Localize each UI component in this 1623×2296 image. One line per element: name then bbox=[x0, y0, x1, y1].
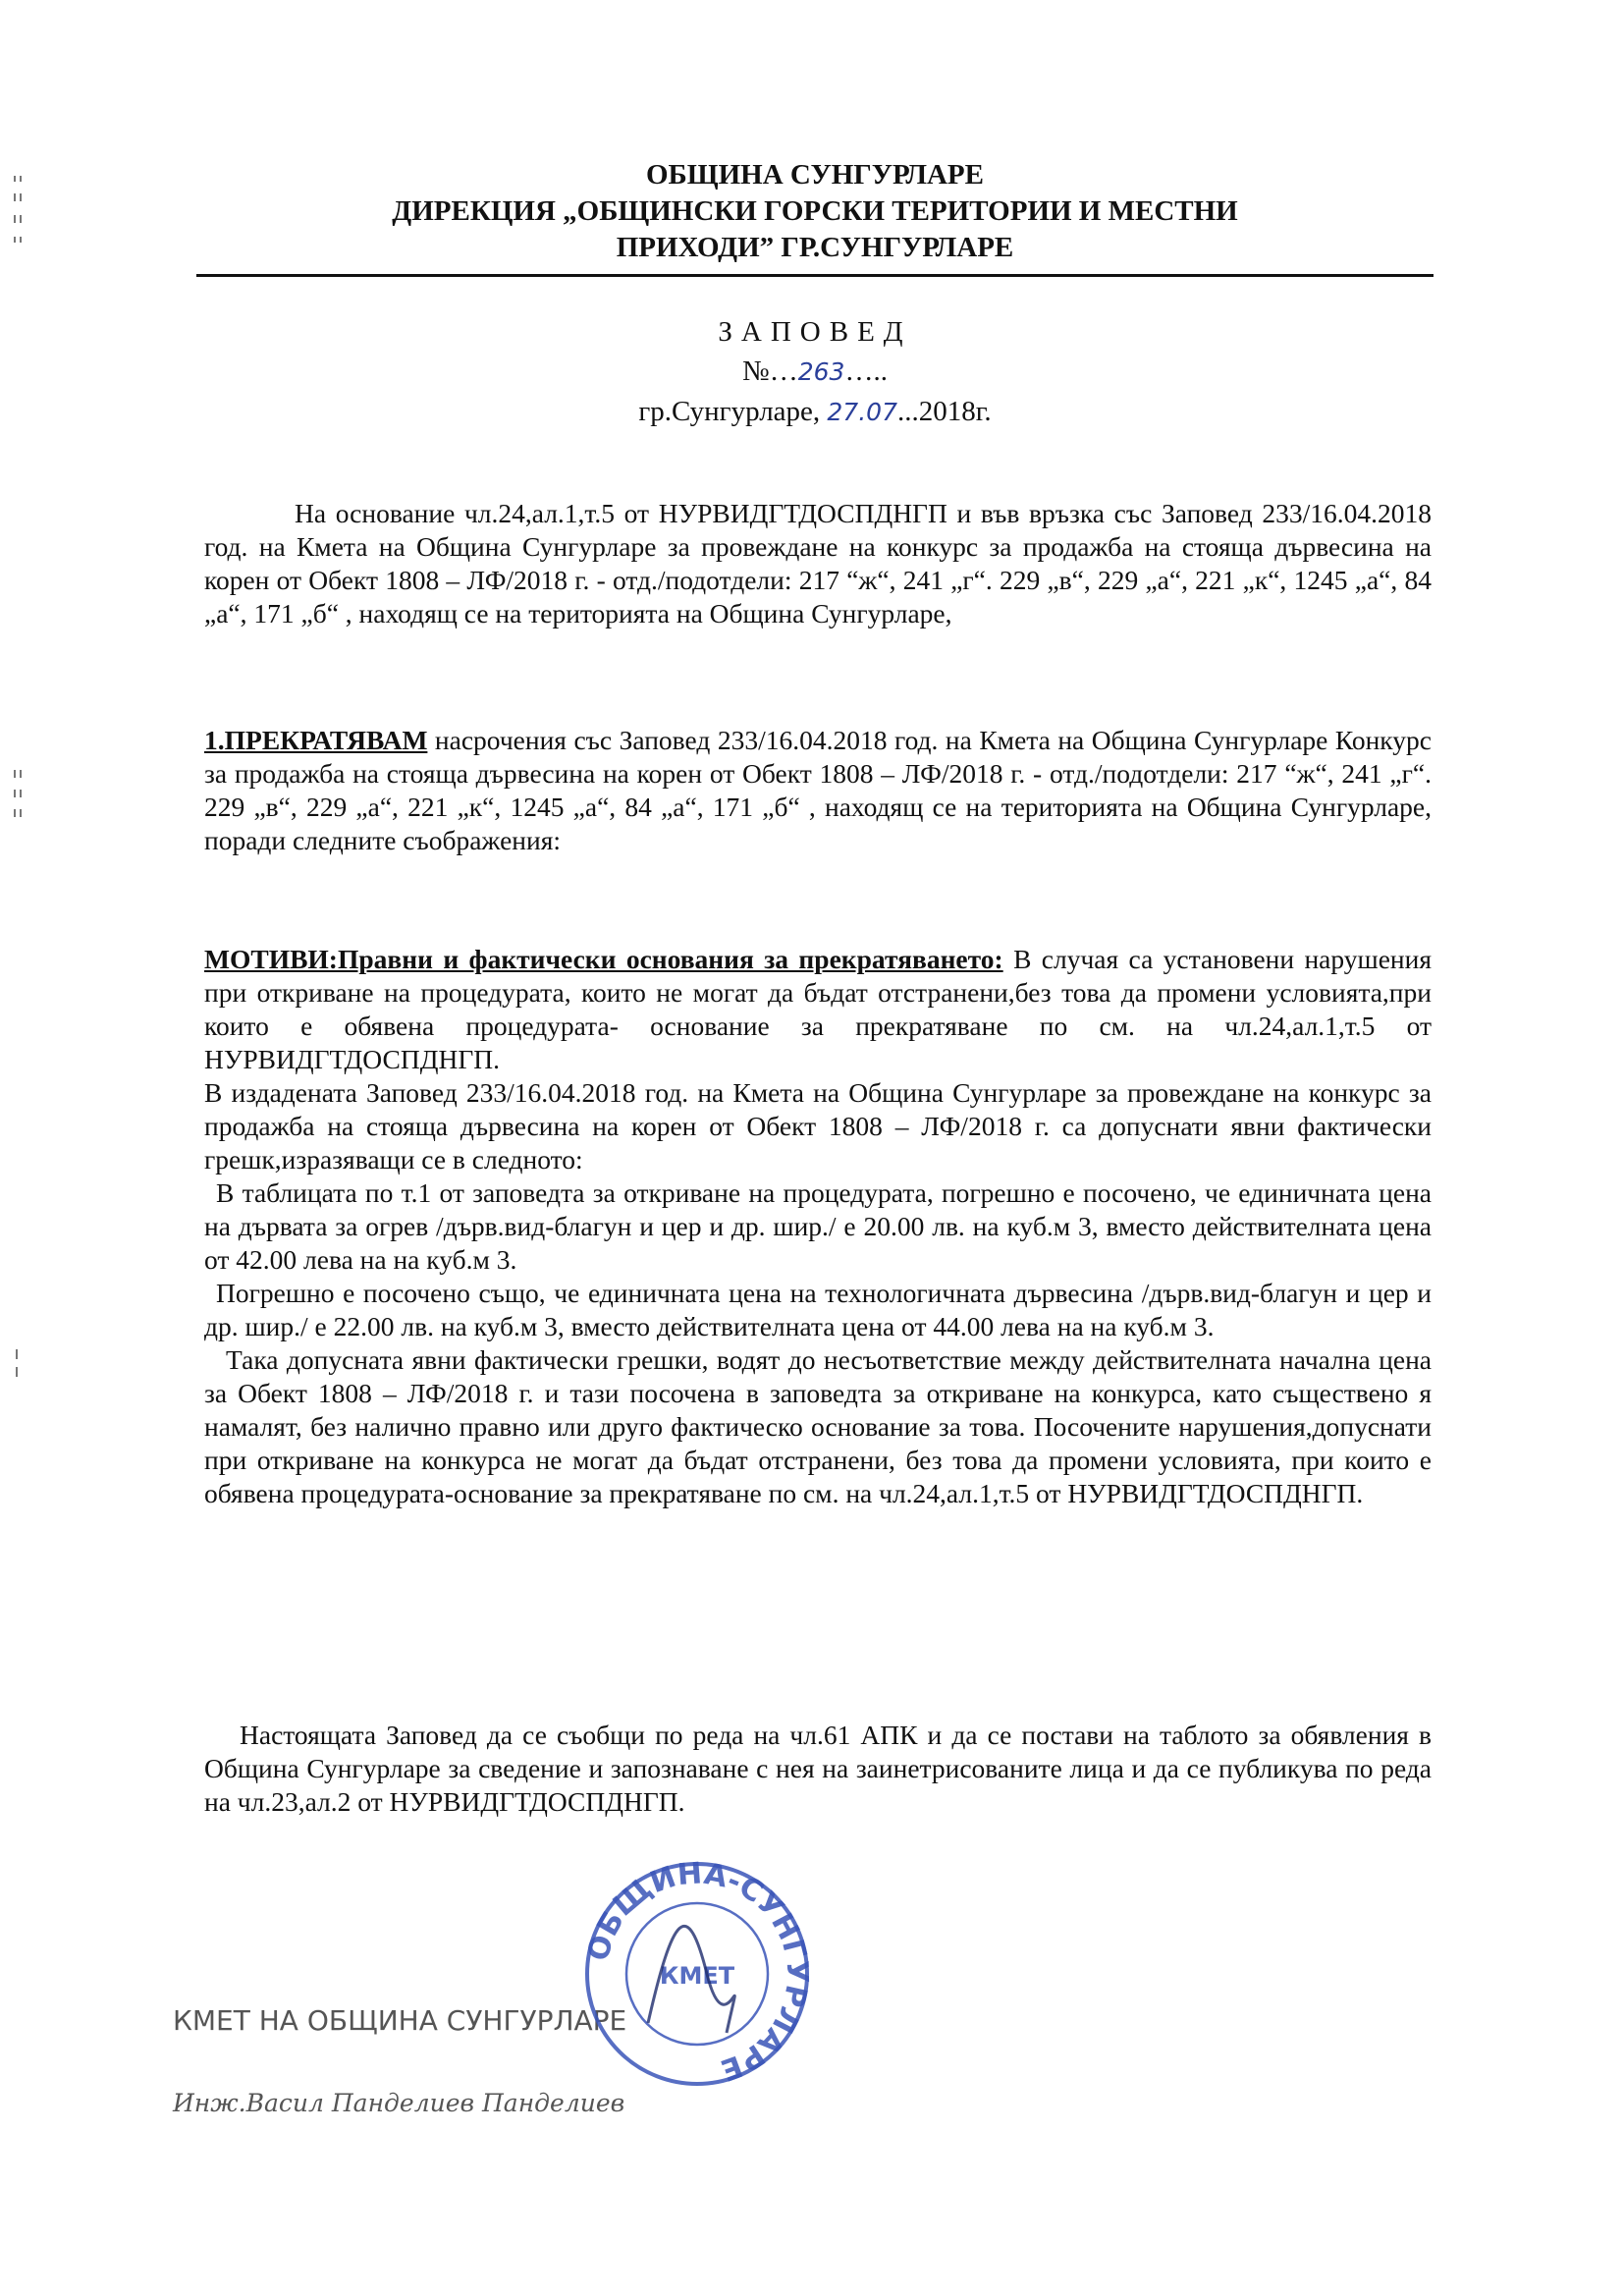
signatory-role: КМЕТ НА ОБЩИНА СУНГУРЛАРЕ bbox=[173, 2004, 627, 2037]
closing-paragraph bbox=[204, 1719, 1432, 1819]
signature-block bbox=[173, 2003, 626, 2168]
header-divider bbox=[196, 274, 1434, 277]
header-line-1: ОБЩИНА СУНГУРЛАРЕ bbox=[646, 159, 984, 191]
closing-text: Настоящата Заповед да се съобщи по реда на чл.61 АПК и да се постави на таблото за обявления в Община Сунгурларе за сведение и запознаване с нея на заинетрисованите лица и да се публикува по реда на чл.23,ал.2 от НУРВИДГТДОСПДНГП. bbox=[204, 1720, 1432, 1817]
number-suffix: ….. bbox=[844, 355, 888, 387]
motives-section bbox=[204, 943, 1432, 1510]
point-1-paragraph bbox=[204, 724, 1432, 857]
point-1-heading: 1.ПРЕКРАТЯВАМ bbox=[204, 725, 428, 755]
document-header bbox=[196, 157, 1434, 266]
official-stamp bbox=[579, 1856, 815, 2092]
motives-p3: В таблицата по т.1 от заповедта за откриване на процедурата, погрешно е посочено, че единичната цена на дървата за огрев /дърв.вид-благун и цер и др. шир./ е 20.00 лв. на куб.м 3, вместо действителната цена от 42.00 лева на на куб.м 3. bbox=[204, 1177, 1432, 1275]
number-prefix: №… bbox=[742, 355, 798, 387]
order-title: ЗАПОВЕД bbox=[718, 316, 912, 348]
scan-artifact bbox=[12, 1345, 26, 1385]
scan-artifact bbox=[12, 172, 26, 260]
place: гр.Сунгурларе, bbox=[638, 396, 821, 427]
header-line-3: ПРИХОДИ” ГР.СУНГУРЛАРЕ bbox=[616, 232, 1014, 263]
handwritten-date: 27.07 bbox=[827, 398, 897, 426]
header-line-2: ДИРЕКЦИЯ „ОБЩИНСКИ ГОРСКИ ТЕРИТОРИИ И МЕСТНИ bbox=[392, 195, 1238, 227]
motives-p1: В случая са установени нарушения при откриване на процедурата, които не могат да бъдат отстранени,без това да промени условията,при които е обявена процедурата- основание за прекратяване по см. на чл.24,ал.1,т.5 от НУРВИДГТДОСПДНГП. bbox=[204, 944, 1432, 1074]
motives-p2: В издадената Заповед 233/16.04.2018 год. на Кмета на Община Сунгурларе за провеждане на конкурс за продажба на стояща дървесина на корен от Обект 1808 – ЛФ/2018 г. са допуснати явни фактически грешк,изразяващи се в следното: bbox=[204, 1077, 1432, 1175]
motives-heading: МОТИВИ:Правни и фактически основания за прекратяването: bbox=[204, 944, 1003, 974]
motives-p5: Така допусната явни фактически грешки, водят до несъответствие между действителната начална цена за Обект 1808 – ЛФ/2018 г. и тази посочена в заповедта за откриване на конкурса, като съществено я намалят, без налично правно или друго фактическо основание за това. Посочените нарушения,допуснати при откриване на конкурса не могат да бъдат отстранени, без това да промени условията, при които е обявена процедурата-основание за прекратяване по см. на чл.24,ал.1,т.5 от НУРВИДГТДОСПДНГП. bbox=[204, 1344, 1432, 1508]
intro-text: На основание чл.24,ал.1,т.5 от НУРВИДГТДОСПДНГП и във връзка със Заповед 233/16.04.2018 год. на Кмета на Община Сунгурларе за провеждане на конкурс за продажба на стояща дървесина на корен от Обект 1808 – ЛФ/2018 г. - отд./подотдели: 217 “ж“, 241 „г“. 229 „в“, 229 „а“, 221 „к“, 1245 „а“, 84 „а“, 171 „б“ , находящ се на територията на Община Сунгурларе, bbox=[204, 498, 1432, 629]
point-1-text: насрочения със Заповед 233/16.04.2018 год. на Кмета на Община Сунгурларе Конкурс за продажба на стояща дървесина на корен от Обект 1808 – ЛФ/2018 г. - отд./подотдели: 217 “ж“, 241 „г“. 229 „в“, 229 „а“, 221 „к“, 1245 „а“, 84 „а“, 171 „б“ , находящ се на територията на Община Сунгурларе, поради следните съображения: bbox=[204, 725, 1432, 855]
order-number bbox=[550, 352, 1080, 392]
order-place-date bbox=[550, 392, 1080, 432]
signatory-name: Инж.Васил Панделиев Панделиев bbox=[173, 2089, 625, 2117]
handwritten-number: 263 bbox=[797, 357, 845, 386]
order-title-block bbox=[550, 312, 1080, 432]
intro-paragraph bbox=[204, 497, 1432, 630]
stamp-center-text: КМЕТ bbox=[659, 1962, 735, 1990]
motives-p4: Погрешно е посочено също, че единичната цена на технологичната дървесина /дърв.вид-благун и цер и др. шир./ е 22.00 лв. на куб.м 3, вместо действителната цена от 44.00 лева на на куб.м 3. bbox=[204, 1278, 1432, 1341]
stamp-text: ОБЩИНА-СУНГУРЛАРЕ bbox=[580, 1856, 815, 2088]
scan-artifact bbox=[12, 766, 26, 825]
date-year: ...2018г. bbox=[896, 396, 992, 427]
